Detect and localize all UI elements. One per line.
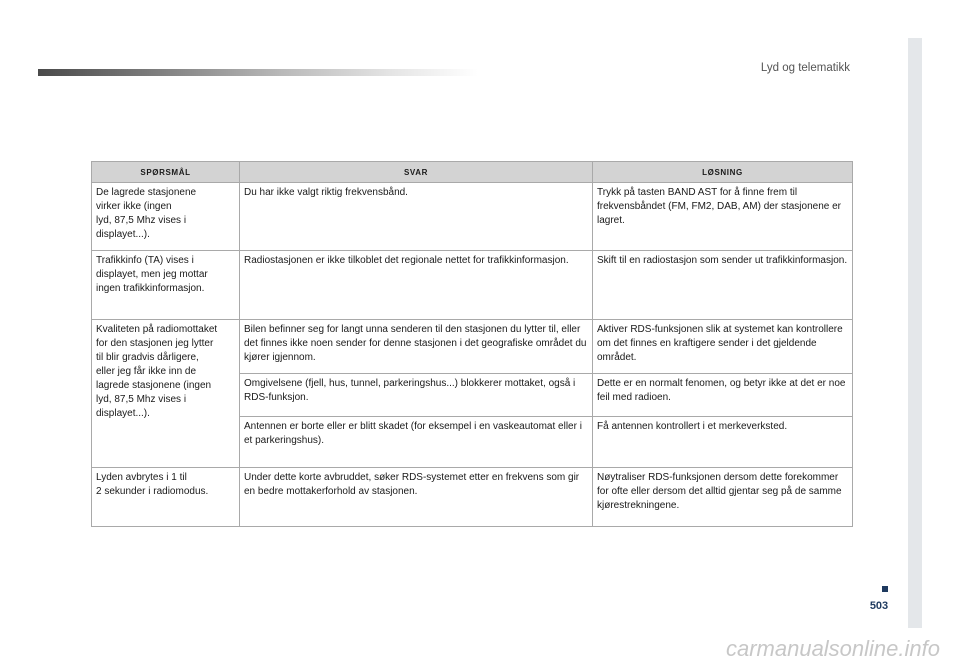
solution-cell: Trykk på tasten BAND AST for å finne frem til frekvensbåndet (FM, FM2, DAB, AM) der stasjonene er lagret. [593, 183, 853, 251]
solution-cell: Dette er en normalt fenomen, og betyr ikke at det er noe feil med radioen. [593, 374, 853, 417]
page-edge-strip [908, 38, 922, 628]
table-row [92, 468, 853, 527]
answer-cell: Du har ikke valgt riktig frekvensbånd. [240, 183, 593, 251]
answer-cell: Radiostasjonen er ikke tilkoblet det regionale nettet for trafikkinformasjon. [240, 251, 593, 320]
section-title: Lyd og telematikk [760, 62, 850, 74]
watermark: carmanualsonline.info [725, 636, 940, 661]
table-header-row [92, 162, 853, 183]
table-row [92, 251, 853, 320]
page-number: 503 [869, 600, 889, 612]
solution-cell: Skift til en radiostasjon som sender ut trafikkinformasjon. [593, 251, 853, 320]
question-cell: Trafikkinfo (TA) vises i displayet, men jeg mottar ingen trafikkinformasjon. [92, 251, 240, 320]
column-header-answer: SVAR [240, 162, 593, 183]
answer-cell: Antennen er borte eller er blitt skadet (for eksempel i en vaskeautomat eller i et parkeringshus). [240, 417, 593, 468]
question-cell: Kvaliteten på radiomottaket for den stasjonen jeg lytter til blir gradvis dårligere, eller jeg får ikke inn de lagrede stasjonene (ingen lyd, 87,5 Mhz vises i displayet...). [92, 320, 240, 468]
solution-cell: Nøytraliser RDS-funksjonen dersom dette forekommer for ofte eller dersom det alltid gjentar seg på de samme kjørestrekningene. [593, 468, 853, 527]
header-gradient-bar [38, 69, 478, 76]
table-row [92, 183, 853, 251]
question-cell: De lagrede stasjonene virker ikke (ingen lyd, 87,5 Mhz vises i displayet...). [92, 183, 240, 251]
column-header-question: SPØRSMÅL [92, 162, 240, 183]
question-cell: Lyden avbrytes i 1 til 2 sekunder i radiomodus. [92, 468, 240, 527]
answer-cell: Under dette korte avbruddet, søker RDS-systemet etter en frekvens som gir en bedre mottakerforhold av stasjonen. [240, 468, 593, 527]
solution-cell: Få antennen kontrollert i et merkeverksted. [593, 417, 853, 468]
faq-table [91, 161, 853, 527]
table-row [92, 320, 853, 374]
solution-cell: Aktiver RDS-funksjonen slik at systemet kan kontrollere om det finnes en kraftigere sender i det gjeldende området. [593, 320, 853, 374]
answer-cell: Omgivelsene (fjell, hus, tunnel, parkeringshus...) blokkerer mottaket, også i RDS-funksjon. [240, 374, 593, 417]
column-header-solution: LØSNING [593, 162, 853, 183]
answer-cell: Bilen befinner seg for langt unna senderen til den stasjonen du lytter til, eller det finnes ikke noen sender for denne stasjonen i det geografiske området du kjører igjennom. [240, 320, 593, 374]
page-marker [882, 586, 888, 592]
